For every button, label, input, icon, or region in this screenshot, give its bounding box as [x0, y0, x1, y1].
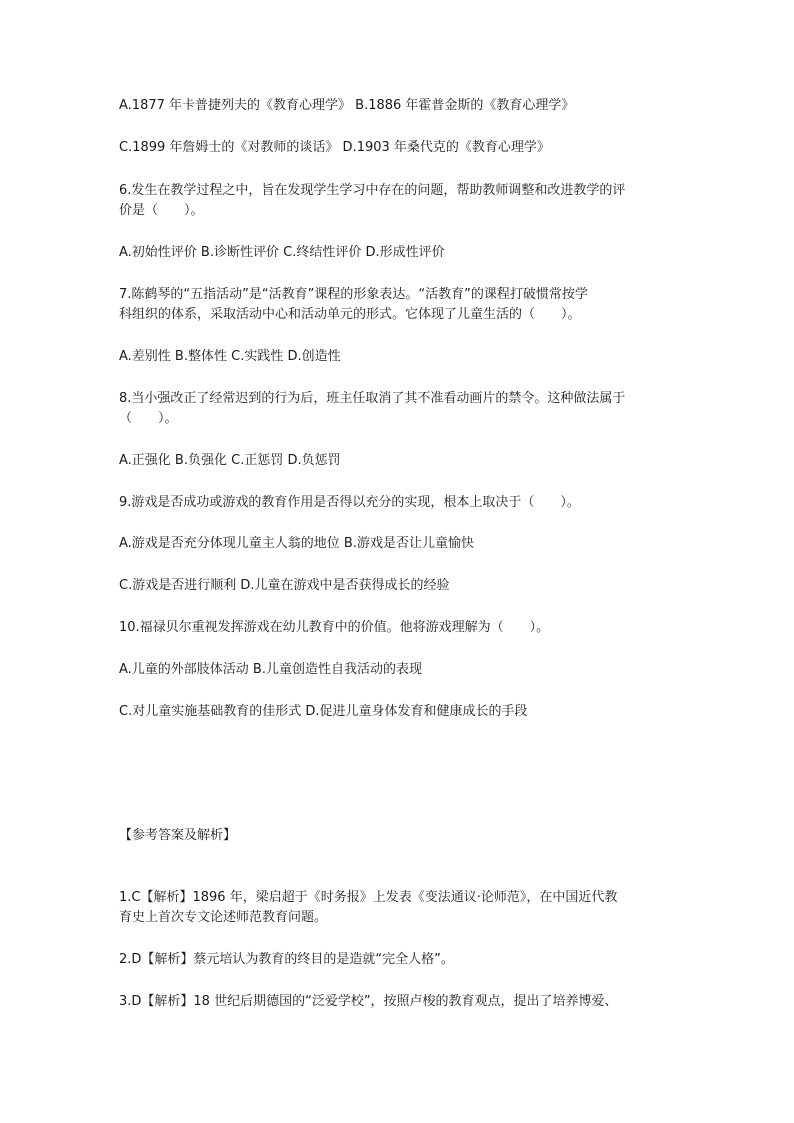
- q7-stem-line2: 科组织的体系，采取活动中心和活动单元的形式。它体现了儿童生活的（ ）。: [119, 307, 581, 322]
- q9-options-ab: A.游戏是否充分体现儿童主人翁的地位 B.游戏是否让儿童愉快: [119, 536, 474, 551]
- q5-options-cd: C.1899 年詹姆士的《对教师的谈话》 D.1903 年桑代克的《教育心理学》: [119, 140, 550, 155]
- answer-1-line1: 1.C【解析】1896 年，梁启超于《时务报》上发表《变法通议·论师范》，在中国近代教: [119, 890, 618, 905]
- q6-stem-line2: 价是（ ）。: [119, 203, 204, 218]
- answer-2: 2.D【解析】蔡元培认为教育的终目的是造就“完全人格”。: [119, 952, 454, 967]
- answer-1-line2: 育史上首次专文论述师范教育问题。: [119, 910, 328, 925]
- q8-stem-line1: 8.当小强改正了经常迟到的行为后，班主任取消了其不准看动画片的禁令。这种做法属于: [119, 391, 626, 406]
- q9-stem: 9.游戏是否成功或游戏的教育作用是否得以充分的实现，根本上取决于（ ）。: [119, 495, 580, 510]
- q6-stem-line1: 6.发生在教学过程之中，旨在发现学生学习中存在的问题，帮助教师调整和改进教学的评: [119, 183, 626, 198]
- answers-heading: 【参考答案及解析】: [119, 828, 237, 843]
- q10-stem: 10.福禄贝尔重视发挥游戏在幼儿教育中的价值。他将游戏理解为（ ）。: [119, 620, 550, 635]
- q7-options: A.差别性 B.整体性 C.实践性 D.创造性: [119, 349, 341, 364]
- q5-options-ab: A.1877 年卡普捷列夫的《教育心理学》 B.1886 年霍普金斯的《教育心理学》: [119, 98, 575, 113]
- q9-options-cd: C.游戏是否进行顺利 D.儿童在游戏中是否获得成长的经验: [119, 578, 450, 593]
- q6-options: A.初始性评价 B.诊断性评价 C.终结性评价 D.形成性评价: [119, 245, 445, 260]
- answer-3-line1: 3.D【解析】18 世纪后期德国的“泛爱学校”，按照卢梭的教育观点，提出了培养博爱、: [119, 994, 618, 1009]
- q10-options-ab: A.儿童的外部肢体活动 B.儿童创造性自我活动的表现: [119, 662, 422, 677]
- q8-options: A.正强化 B.负强化 C.正惩罚 D.负惩罚: [119, 453, 341, 468]
- q7-stem-line1: 7.陈鹤琴的“五指活动”是“活教育”课程的形象表达。“活教育”的课程打破惯常按学: [119, 287, 588, 302]
- q10-options-cd: C.对儿童实施基础教育的佳形式 D.促进儿童身体发育和健康成长的手段: [119, 704, 528, 719]
- q8-stem-line2: （ ）。: [119, 411, 178, 426]
